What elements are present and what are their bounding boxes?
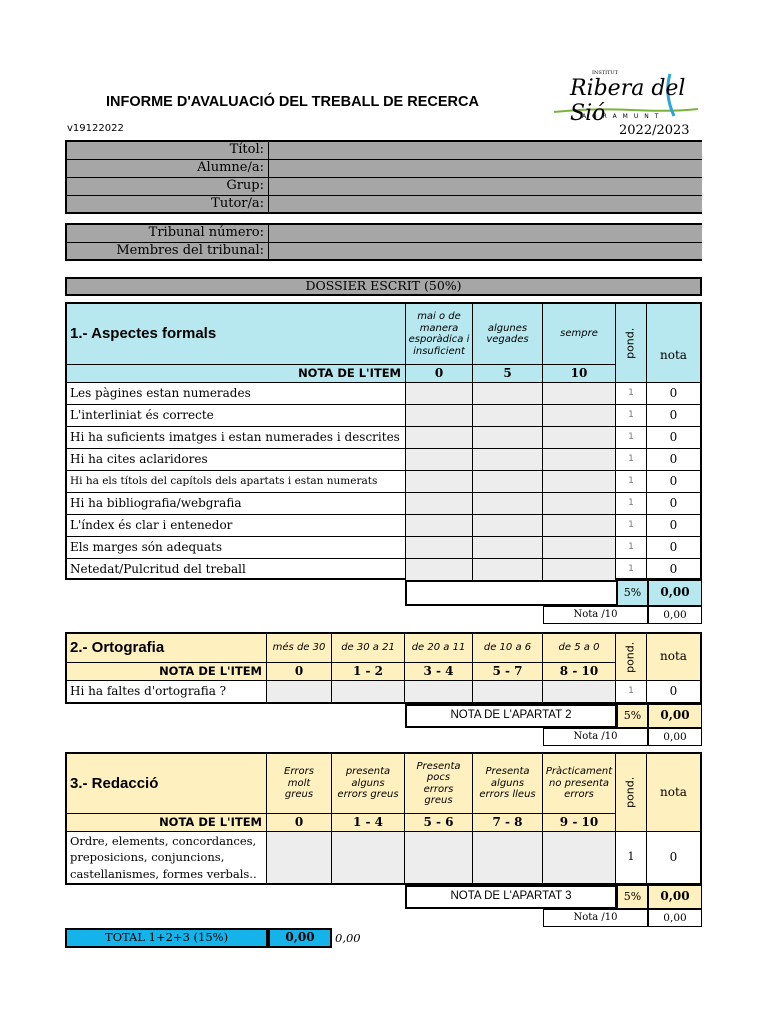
student-info-table <box>65 140 702 214</box>
logo-main-text: Ribera del Sió <box>570 76 686 126</box>
student-field[interactable] <box>269 160 702 178</box>
section3-scale-0: Errors molt greus <box>267 754 332 813</box>
section1-scale-2: sempre <box>543 304 616 364</box>
tribunal-members-label: Membres del tribunal: <box>67 243 269 259</box>
section1-row-pond: 1 <box>616 514 647 536</box>
section2-row-nota: 0 <box>647 680 700 702</box>
section1-row-nota: 0 <box>647 404 700 426</box>
section2-scale-3: de 10 a 6 <box>473 634 543 662</box>
dossier-header: DOSSIER ESCRIT (50%) <box>65 277 702 296</box>
section2-title: 2.- Ortografia <box>67 634 267 662</box>
section1-row-score-0[interactable] <box>406 492 473 514</box>
section1-row-score-0[interactable] <box>406 470 473 492</box>
section3-scale-value-4: 9 - 10 <box>543 813 616 831</box>
section1-row-score-1[interactable] <box>473 426 543 448</box>
section1-row-score-0[interactable] <box>406 448 473 470</box>
section1-row-score-2[interactable] <box>543 514 616 536</box>
section1-row-pond: 1 <box>616 404 647 426</box>
section1-scale-0: mai o de manera esporàdica i insuficient <box>406 304 473 364</box>
section3-scale-1: presenta alguns errors greus <box>332 754 405 813</box>
section3-total-pct: 5% <box>617 885 648 909</box>
section1-row-nota: 0 <box>647 426 700 448</box>
section3-row-score-3[interactable] <box>473 831 543 883</box>
section1-row-score-1[interactable] <box>473 382 543 404</box>
section3-row-label: Ordre, elements, concordances, preposicions, conjuncions, castellanismes, formes verbals.. <box>67 831 267 883</box>
section1-row-score-2[interactable] <box>543 536 616 558</box>
section1-nota-header: nota <box>647 304 700 382</box>
section3-nota10-label: Nota /10 <box>543 909 648 927</box>
section1-row-pond: 1 <box>616 536 647 558</box>
section1-row-nota: 0 <box>647 492 700 514</box>
section1-scale-value-0: 0 <box>406 364 473 382</box>
section1-row-score-1[interactable] <box>473 448 543 470</box>
section1-row-pond: 1 <box>616 470 647 492</box>
tutor-field[interactable] <box>269 196 702 212</box>
section3-nota10-value: 0,00 <box>648 909 702 927</box>
section1-row-pond: 1 <box>616 492 647 514</box>
section1-row-score-1[interactable] <box>473 536 543 558</box>
section2-row-score-3[interactable] <box>473 680 543 702</box>
section1-row-score-0[interactable] <box>406 514 473 536</box>
section2-item-label: NOTA DE L'ITEM <box>67 662 267 680</box>
section1-title: 1.- Aspectes formals <box>67 304 406 364</box>
section3-scale-2: Presenta pocs errors greus <box>405 754 473 813</box>
section1-row-nota: 0 <box>647 536 700 558</box>
section2-scale-value-3: 5 - 7 <box>473 662 543 680</box>
section3-scale-value-1: 1 - 4 <box>332 813 405 831</box>
section1-pond-label: pond. <box>623 327 637 359</box>
logo-small-text: INSTITUT <box>592 70 618 76</box>
section1-row-label: Hi ha cites aclaridores <box>67 448 406 470</box>
section2-apartat-label: NOTA DE L'APARTAT 2 <box>405 704 617 728</box>
section1-rows <box>67 382 700 580</box>
section1-total-value: 0,00 <box>648 580 702 606</box>
version-code: v19122022 <box>67 123 124 134</box>
section1-row-pond: 1 <box>616 382 647 404</box>
section3-item-label: NOTA DE L'ITEM <box>67 813 267 831</box>
total-value-secondary: 0,00 <box>335 931 361 945</box>
section2-scale-0: més de 30 <box>267 634 332 662</box>
section1-row-score-2[interactable] <box>543 558 616 580</box>
section2-nota-header: nota <box>647 634 700 680</box>
section1-row-label: Les pàgines estan numerades <box>67 382 406 404</box>
section1-row-score-2[interactable] <box>543 382 616 404</box>
section1-row-score-2[interactable] <box>543 492 616 514</box>
section3-scale-value-2: 5 - 6 <box>405 813 473 831</box>
title-field[interactable] <box>269 142 702 160</box>
section1-row-nota: 0 <box>647 470 700 492</box>
section2-scale-value-2: 3 - 4 <box>405 662 473 680</box>
report-title: INFORME D'AVALUACIÓ DEL TREBALL DE RECERCA <box>106 94 479 110</box>
section2-pond-header <box>616 634 647 680</box>
section3-row-score-4[interactable] <box>543 831 616 883</box>
section2-scale-value-0: 0 <box>267 662 332 680</box>
section1-row-pond: 1 <box>616 448 647 470</box>
section3-row-score-2[interactable] <box>405 831 473 883</box>
section1-row-score-0[interactable] <box>406 426 473 448</box>
section1-row-pond: 1 <box>616 426 647 448</box>
section3-pond-label: pond. <box>623 776 637 809</box>
section1-row-label: Hi ha suficients imatges i estan numerades i descrites <box>67 426 406 448</box>
section3-row-score-1[interactable] <box>332 831 405 883</box>
section1-row-pond: 1 <box>616 558 647 580</box>
section1-row-score-2[interactable] <box>543 404 616 426</box>
section1-row-nota: 0 <box>647 514 700 536</box>
section2-scale-2: de 20 a 11 <box>405 634 473 662</box>
student-label: Alumne/a: <box>67 160 269 178</box>
section2-row-score-2[interactable] <box>405 680 473 702</box>
section1-row-score-2[interactable] <box>543 470 616 492</box>
section1-row-score-0[interactable] <box>406 404 473 426</box>
section2-row-pond: 1 <box>616 680 647 702</box>
section1-scale-1: algunes vegades <box>473 304 543 364</box>
section3-row-score-0[interactable] <box>267 831 332 883</box>
section2-row-label: Hi ha faltes d'ortografia ? <box>67 680 267 702</box>
section1-row-label: Els marges són adequats <box>67 536 406 558</box>
section2-nota10-value: 0,00 <box>648 728 702 746</box>
section1-row-score-0[interactable] <box>406 536 473 558</box>
section1-nota10-value: 0,00 <box>648 606 702 624</box>
section1-row-label: Netedat/Pulcritud del treball <box>67 558 406 580</box>
section1-row-score-0[interactable] <box>406 558 473 580</box>
section3-row-pond: 1 <box>616 831 647 883</box>
section1-scale-value-2: 10 <box>543 364 616 382</box>
section3-scale-value-0: 0 <box>267 813 332 831</box>
section1-row-nota: 0 <box>647 558 700 580</box>
section1-row-label: Hi ha els títols del capítols dels apartats i estan numerats <box>67 470 406 492</box>
section2-row-score-1[interactable] <box>332 680 405 702</box>
tutor-label: Tutor/a: <box>67 196 269 212</box>
section1-row-label: L'índex és clar i entenedor <box>67 514 406 536</box>
section1-row-score-1[interactable] <box>473 470 543 492</box>
section3-apartat-label: NOTA DE L'APARTAT 3 <box>405 885 617 909</box>
section3-nota-header: nota <box>647 754 700 831</box>
section1-row-score-2[interactable] <box>543 426 616 448</box>
section1-total-box <box>405 580 617 606</box>
section3-scale-value-3: 7 - 8 <box>473 813 543 831</box>
section1-row-score-1[interactable] <box>473 514 543 536</box>
section3-row-nota: 0 <box>647 831 700 883</box>
section1-pond-header <box>616 304 647 382</box>
section3-title: 3.- Redacció <box>67 754 267 813</box>
total-value: 0,00 <box>268 928 332 948</box>
section2-total-value: 0,00 <box>648 704 702 728</box>
section2-scale-value-1: 1 - 2 <box>332 662 405 680</box>
section2-scale-1: de 30 a 21 <box>332 634 405 662</box>
section2-total-pct: 5% <box>617 704 648 728</box>
section1-row-label: Hi ha bibliografia/webgrafia <box>67 492 406 514</box>
section3-total-value: 0,00 <box>648 885 702 909</box>
section2-row-score-4[interactable] <box>543 680 616 702</box>
section1-row-nota: 0 <box>647 448 700 470</box>
section1-row-score-1[interactable] <box>473 492 543 514</box>
section1-scale-value-1: 5 <box>473 364 543 382</box>
section1-row-score-1[interactable] <box>473 404 543 426</box>
section2-nota10-label: Nota /10 <box>543 728 648 746</box>
section2-pond-label: pond. <box>623 641 637 673</box>
section2-scale-value-4: 8 - 10 <box>543 662 616 680</box>
group-field[interactable] <box>269 178 702 196</box>
section1-row-score-0[interactable] <box>406 382 473 404</box>
section1-row-nota: 0 <box>647 382 700 404</box>
section1-row-score-1[interactable] <box>473 558 543 580</box>
logo-sub-text: AGRAMUNT <box>582 113 665 120</box>
section3-pond-header <box>616 754 647 831</box>
section1-item-label: NOTA DE L'ITEM <box>67 364 406 382</box>
section1-nota10-label: Nota /10 <box>543 606 648 624</box>
section1-row-score-2[interactable] <box>543 448 616 470</box>
section1-row-label: L'interliniat és correcte <box>67 404 406 426</box>
school-year: 2022/2023 <box>619 123 690 138</box>
section1-total-pct: 5% <box>617 580 648 606</box>
tribunal-number-label: Tribunal número: <box>67 225 269 243</box>
section3-scale-3: Presenta alguns errors lleus <box>473 754 543 813</box>
group-label: Grup: <box>67 178 269 196</box>
tribunal-members-field[interactable] <box>269 243 702 259</box>
total-label: TOTAL 1+2+3 (15%) <box>65 928 268 948</box>
section2-row-score-0[interactable] <box>267 680 332 702</box>
tribunal-number-field[interactable] <box>269 225 702 243</box>
title-label: Títol: <box>67 142 269 160</box>
section2-scale-4: de 5 a 0 <box>543 634 616 662</box>
tribunal-table <box>65 223 702 261</box>
school-logo <box>552 68 702 124</box>
section3-scale-4: Pràcticament no presenta errors <box>543 754 616 813</box>
